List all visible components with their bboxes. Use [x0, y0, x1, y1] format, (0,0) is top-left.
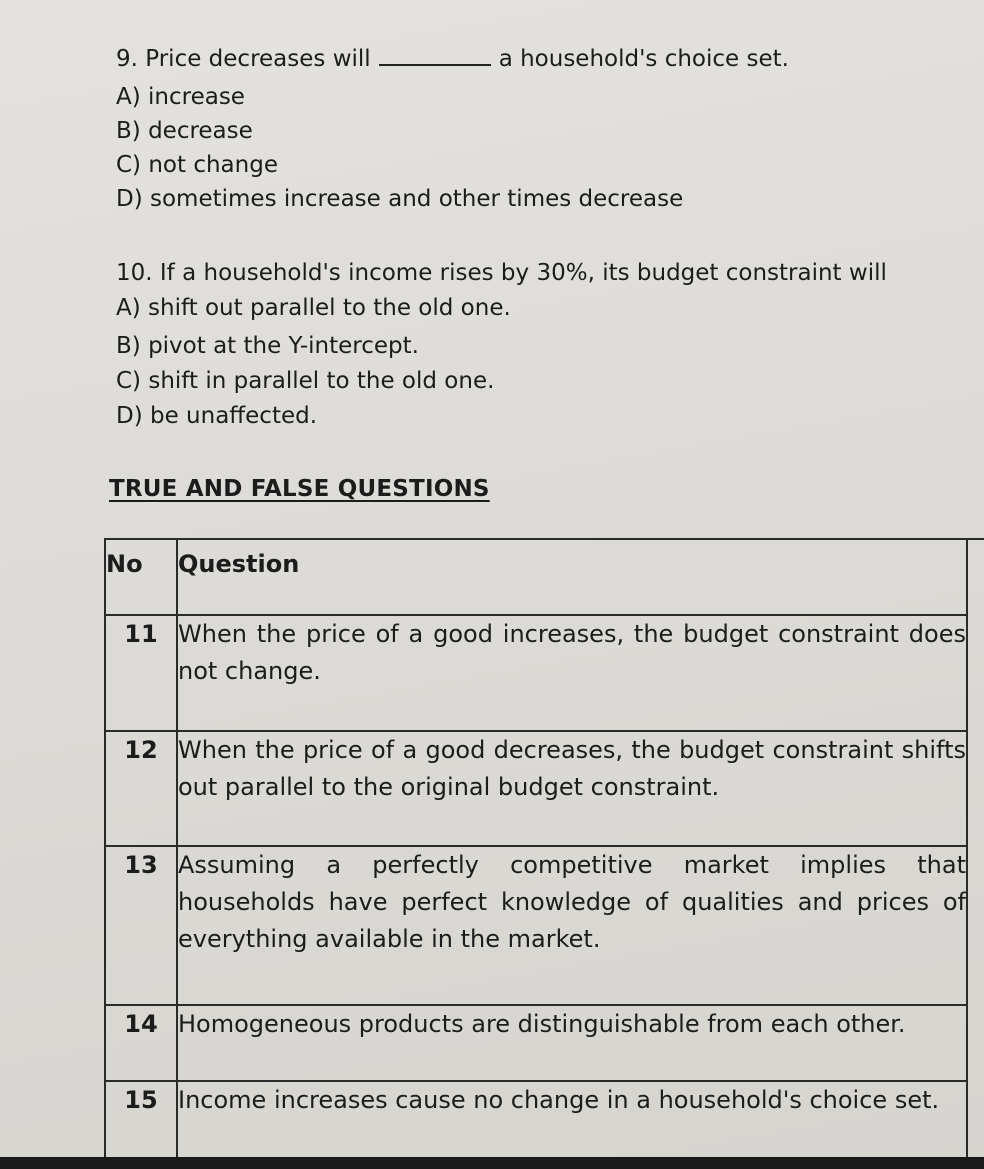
table-row	[105, 846, 967, 1005]
question-10-stem: 10. If a household's income rises by 30%, its budget constraint will	[116, 260, 887, 286]
table-header-row	[105, 539, 967, 615]
table-row	[105, 615, 967, 731]
row-question: When the price of a good increases, the budget constraint does not change.	[177, 615, 967, 731]
row-number: 15	[105, 1081, 177, 1161]
answer-blank	[379, 46, 491, 66]
row-number: 12	[105, 731, 177, 846]
question-9-option-c: C) not change	[116, 152, 278, 178]
answer-column-edge	[966, 538, 984, 1160]
row-number: 11	[105, 615, 177, 731]
question-10-option-b: B) pivot at the Y-intercept.	[116, 333, 419, 359]
row-question: When the price of a good decreases, the budget constraint shifts out parallel to the original budget constraint.	[177, 731, 967, 846]
question-9-suffix: a household's choice set.	[498, 46, 789, 72]
question-9-stem	[116, 44, 789, 74]
question-10-option-c: C) shift in parallel to the old one.	[116, 368, 495, 394]
table-row	[105, 1081, 967, 1161]
question-9-prefix: 9. Price decreases will	[116, 46, 371, 72]
row-number: 14	[105, 1005, 177, 1081]
true-false-table	[104, 538, 968, 1162]
header-question: Question	[177, 539, 967, 615]
question-10-option-d: D) be unaffected.	[116, 403, 318, 429]
section-title: TRUE AND FALSE QUESTIONS	[109, 476, 490, 502]
question-9-option-a: A) increase	[116, 84, 245, 110]
table-row	[105, 1005, 967, 1081]
row-question: Income increases cause no change in a household's choice set.	[177, 1081, 967, 1161]
table-row	[105, 731, 967, 846]
row-question: Assuming a perfectly competitive market implies that households have perfect knowledge of qualities and prices of everything available in the market.	[177, 846, 967, 1005]
row-number: 13	[105, 846, 177, 1005]
header-no: No	[105, 539, 177, 615]
question-9-option-d: D) sometimes increase and other times decrease	[116, 186, 684, 212]
bottom-edge	[0, 1157, 984, 1169]
row-question: Homogeneous products are distinguishable from each other.	[177, 1005, 967, 1081]
question-9-option-b: B) decrease	[116, 118, 253, 144]
question-10-option-a: A) shift out parallel to the old one.	[116, 295, 511, 321]
